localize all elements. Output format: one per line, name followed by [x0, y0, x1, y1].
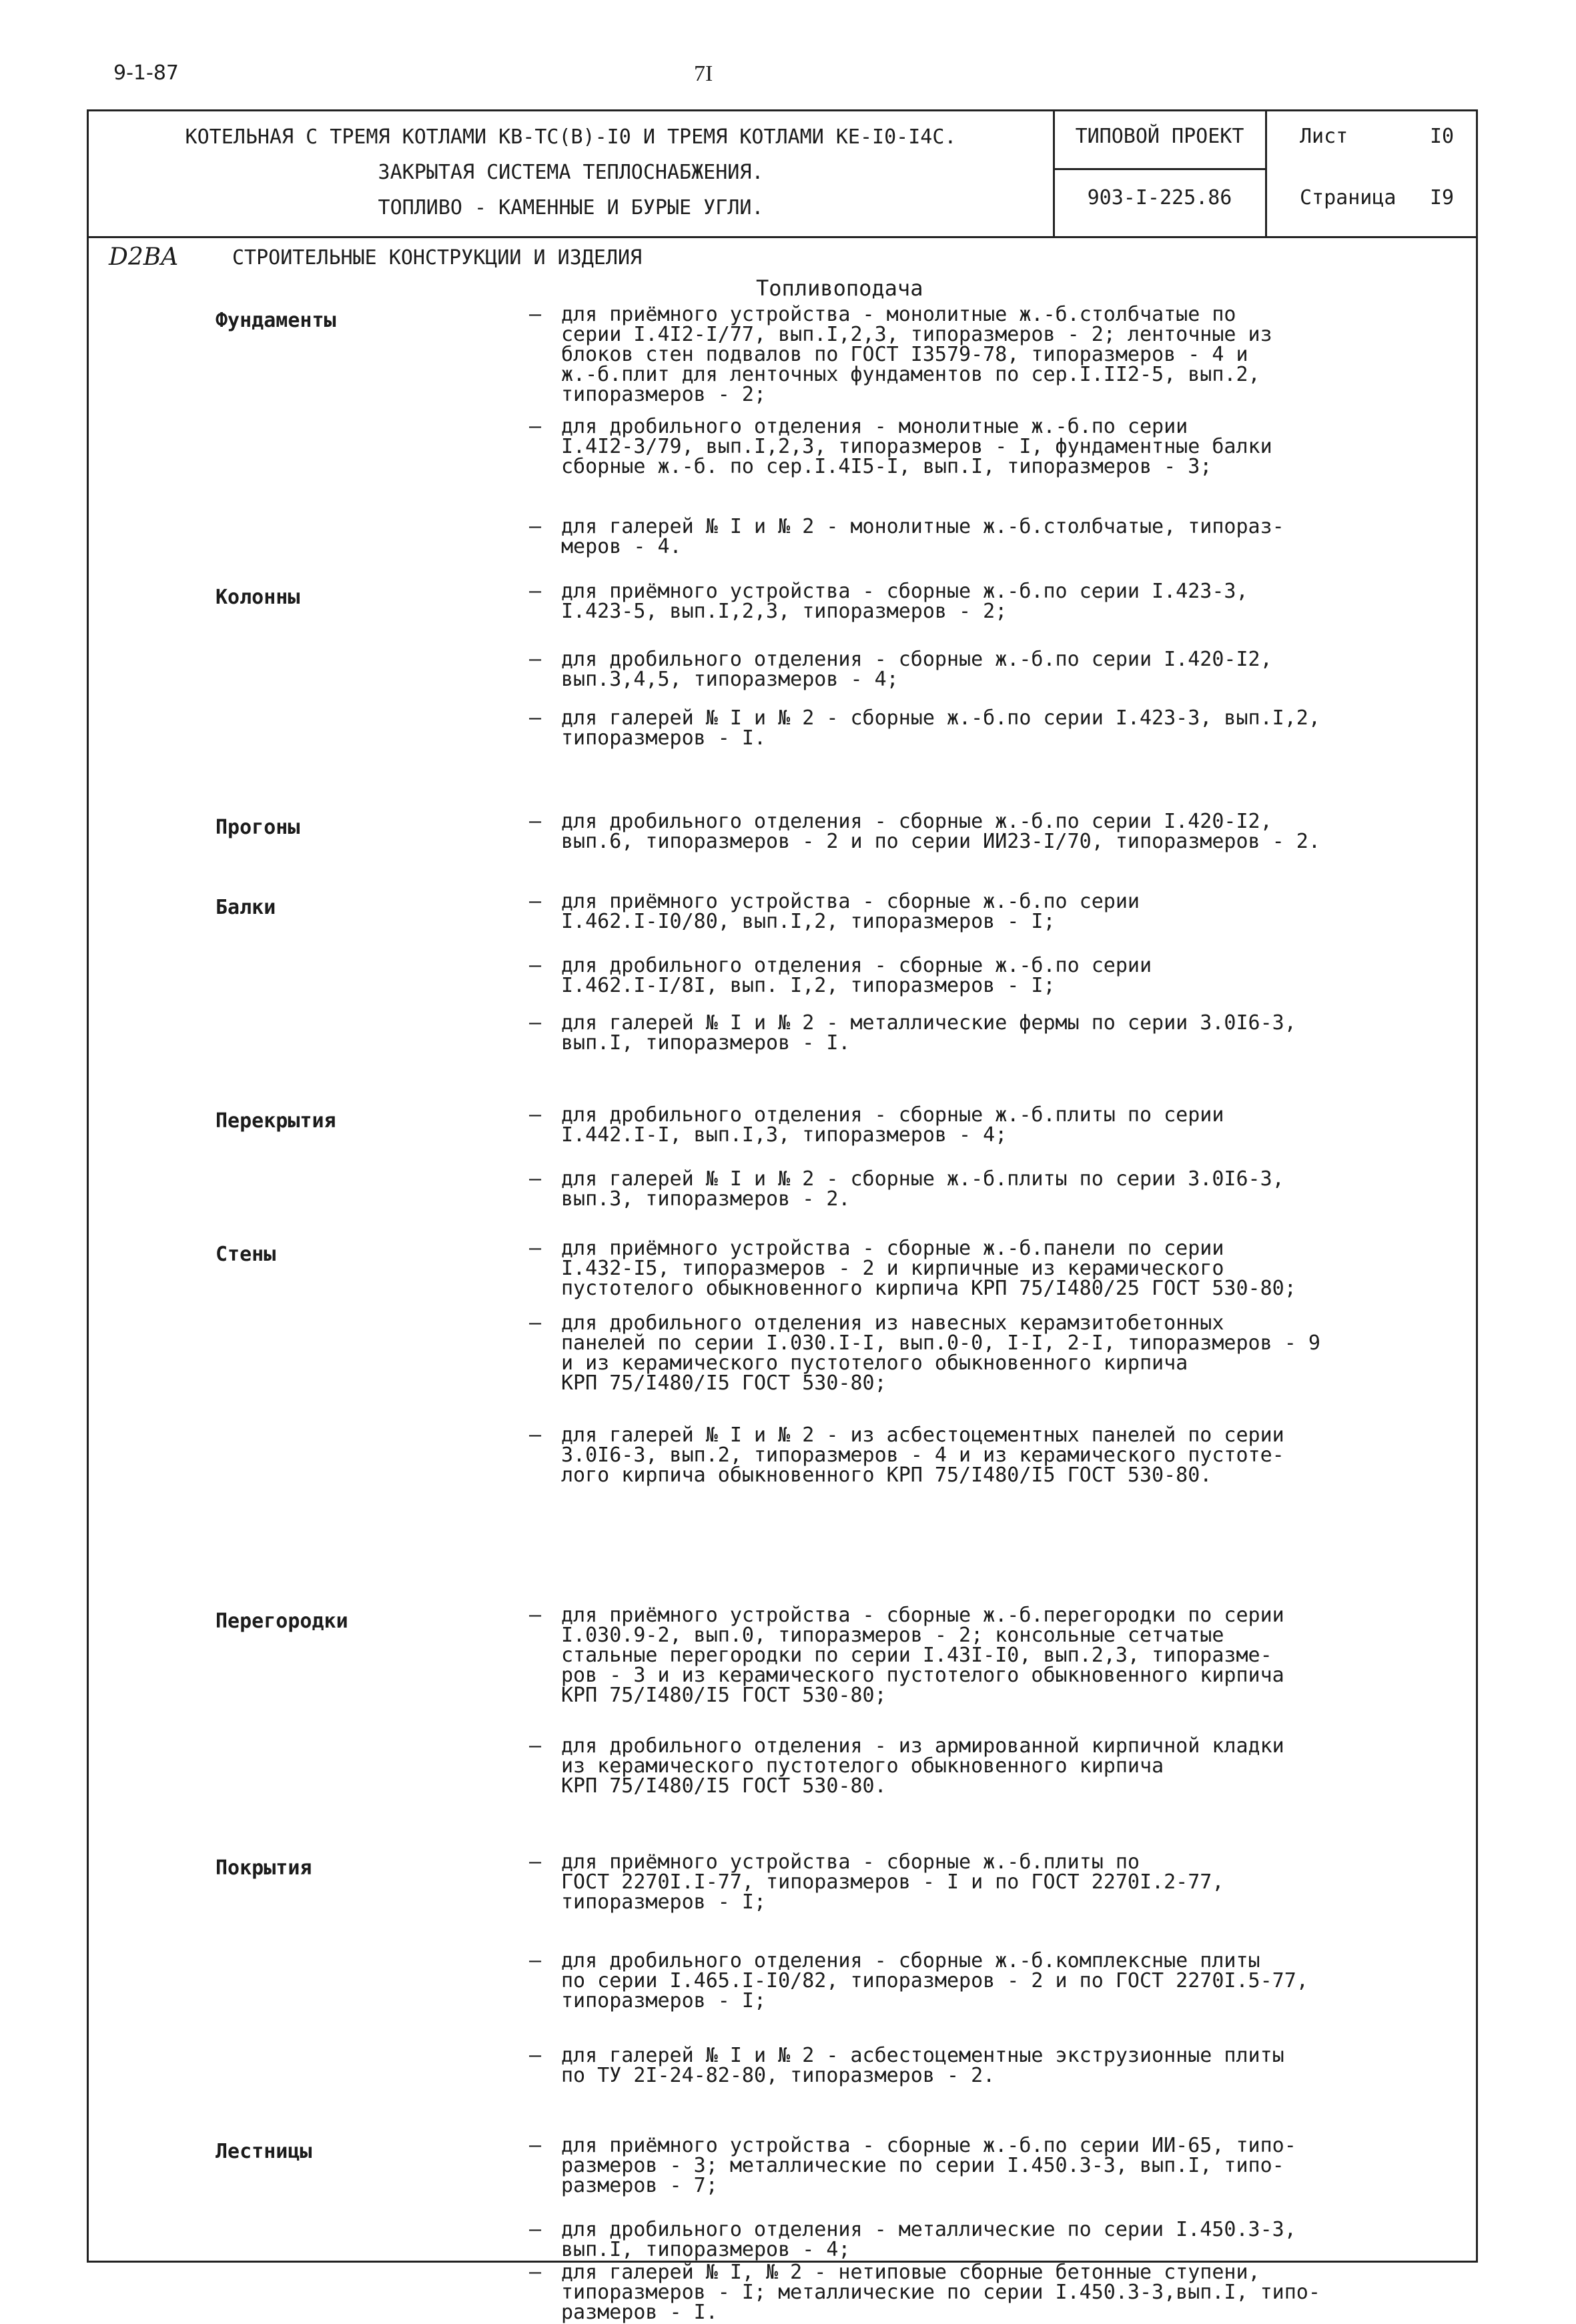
- title-block: [89, 111, 1476, 238]
- page-value: I9: [1430, 186, 1455, 209]
- spec-item: [529, 956, 1463, 996]
- item-text: для галерей № I и № 2 - сборные ж.-б.по серии I.423-3, вып.I,2, типоразмеров - I.: [561, 706, 1320, 750]
- bullet-dash: –: [529, 2134, 542, 2157]
- category-label: Стены: [216, 1243, 276, 1266]
- item-text: для дробильного отделения - сборные ж.-б.комплексные плиты по серии I.465.I-I0/82, типоразмеров - 2 и по ГОСТ 2270I.5-77, типоразмеров - I;: [561, 1949, 1308, 2012]
- item-text: для галерей № I и № 2 - сборные ж.-б.плиты по серии 3.0I6-3, вып.3, типоразмеров - 2.: [561, 1167, 1284, 1211]
- bullet-dash: –: [529, 648, 542, 671]
- spec-item: [529, 650, 1463, 690]
- subsection-title: Топливоподача: [756, 275, 923, 301]
- page-label: Страница: [1300, 186, 1397, 209]
- item-text: для приёмного устройства - сборные ж.-б.по серии I.462.I-I0/80, вып.I,2, типоразмеров - I;: [561, 890, 1140, 933]
- spec-item: [529, 1105, 1463, 1145]
- spec-item: [529, 1239, 1463, 1299]
- category-label: Прогоны: [216, 816, 300, 839]
- category-label: Балки: [216, 896, 276, 919]
- spec-item: [529, 1852, 1463, 1912]
- section-code: D2BA: [109, 243, 179, 271]
- item-text: для приёмного устройства - сборные ж.-б.панели по серии I.432-I5, типоразмеров - 2 и кирпичные из керамического пустотелого обыкновенного кирпича КРП 75/I480/25 ГОСТ 530-80;: [561, 1237, 1296, 1300]
- item-text: для дробильного отделения - из армированной кирпичной кладки из керамического пустотелого обыкновенного кирпича КРП 75/I480/I5 ГОСТ 530-80.: [561, 1734, 1284, 1798]
- spec-item: [529, 1606, 1463, 1706]
- bullet-dash: –: [529, 2261, 542, 2284]
- spec-item: [529, 1951, 1463, 2011]
- item-text: для дробильного отделения - монолитные ж.-б.по серии I.4I2-3/79, вып.I,2,3, типоразмеров - I, фундаментные балки сборные ж.-б. по сер.I.4I5-I, вып.I, типоразмеров - 3;: [561, 415, 1272, 478]
- item-text: для дробильного отделения - сборные ж.-б.плиты по серии I.442.I-I, вып.I,3, типоразмеров - 4;: [561, 1103, 1224, 1147]
- category-label: Перегородки: [216, 1610, 348, 1633]
- spec-item: [529, 1736, 1463, 1796]
- document-frame: [87, 109, 1478, 2324]
- bullet-dash: –: [529, 1167, 542, 1191]
- project-label: ТИПОВОЙ ПРОЕКТ: [1075, 125, 1244, 148]
- item-text: для галерей № I, № 2 - нетиповые сборные бетонные ступени, типоразмеров - I; металлические по серии I.450.3-3,вып.I, типо- размеров - I.: [561, 2261, 1320, 2324]
- spec-item: [529, 1013, 1463, 1053]
- category-label: Фундаменты: [216, 309, 336, 332]
- item-text: для галерей № I и № 2 - асбестоцементные экструзионные плиты по ТУ 2I-24-82-80, типоразмеров - 2.: [561, 2044, 1284, 2087]
- spec-item: [529, 2220, 1463, 2260]
- divider: [1053, 168, 1267, 170]
- item-text: для дробильного отделения - сборные ж.-б.по серии I.420-I2, вып.3,4,5, типоразмеров - 4;: [561, 648, 1272, 691]
- item-text: для дробильного отделения - металлические по серии I.450.3-3, вып.I, типоразмеров - 4;: [561, 2218, 1296, 2261]
- item-text: для дробильного отделения - сборные ж.-б.по серии I.462.I-I/8I, вып. I,2, типоразмеров - I;: [561, 954, 1152, 997]
- item-text: для галерей № I и № 2 - монолитные ж.-б.столбчатые, типораз- меров - 4.: [561, 515, 1284, 558]
- item-text: для приёмного устройства - сборные ж.-б.перегородки по серии I.030.9-2, вып.0, типоразмеров - 2; консольные сетчатые стальные перегородки по серии I.43I-I0, вып.2,3, типоразме- ров - 3 и из керамического пустотелого обыкновенного кирпича КРП 75/I480/I5 ГОСТ 530-80;: [561, 1604, 1284, 1707]
- spec-item: [529, 305, 1463, 405]
- bullet-dash: –: [529, 954, 542, 977]
- bullet-dash: –: [529, 1103, 542, 1127]
- item-text: для галерей № I и № 2 - из асбестоцементных панелей по серии 3.0I6-3, вып.2, типоразмеров - 4 и из керамического пустоте- лого кирпича обыкновенного КРП 75/I480/I5 ГОСТ 530-80.: [561, 1423, 1284, 1487]
- item-text: для галерей № I и № 2 - металлические фермы по серии 3.0I6-3, вып.I, типоразмеров - I.: [561, 1011, 1296, 1055]
- bullet-dash: –: [529, 1423, 542, 1447]
- doc-code: 9-1-87: [113, 61, 179, 85]
- bullet-dash: –: [529, 2218, 542, 2241]
- item-text: для приёмного устройства - сборные ж.-б.по серии ИИ-65, типо- размеров - 3; металлические по серии I.450.3-3, вып.I, типо- размеров - 7;: [561, 2134, 1296, 2197]
- spec-item: [529, 517, 1463, 557]
- sheet-label: Лист: [1300, 125, 1348, 148]
- bullet-dash: –: [529, 1011, 542, 1035]
- bullet-dash: –: [529, 515, 542, 538]
- title-line-2: ЗАКРЫТАЯ СИСТЕМА ТЕПЛОСНАБЖЕНИЯ.: [378, 161, 764, 184]
- spec-item: [529, 812, 1463, 852]
- category-label: Лестницы: [216, 2140, 312, 2163]
- bullet-dash: –: [529, 1949, 542, 1972]
- divider: [1265, 111, 1267, 238]
- divider: [1053, 111, 1055, 238]
- title-line-1: КОТЕЛЬНАЯ С ТРЕМЯ КОТЛАМИ КВ-ТС(В)-I0 И ТРЕМЯ КОТЛАМИ КЕ-I0-I4С.: [185, 125, 957, 149]
- bullet-dash: –: [529, 2044, 542, 2067]
- project-title: [89, 119, 1053, 225]
- spec-item: [529, 2263, 1463, 2323]
- item-text: для приёмного устройства - сборные ж.-б.плиты по ГОСТ 2270I.I-77, типоразмеров - I и по ГОСТ 2270I.2-77, типоразмеров - I;: [561, 1850, 1224, 1914]
- spec-item: [529, 892, 1463, 932]
- spec-item: [529, 2136, 1463, 2196]
- item-text: для приёмного устройства - сборные ж.-б.по серии I.423-3, I.423-5, вып.I,2,3, типоразмеров - 2;: [561, 580, 1248, 623]
- spec-item: [529, 1425, 1463, 1486]
- category-label: Колонны: [216, 586, 300, 609]
- bullet-dash: –: [529, 1734, 542, 1758]
- bullet-dash: –: [529, 1604, 542, 1627]
- item-text: для приёмного устройства - монолитные ж.-б.столбчатые по серии I.4I2-I/77, вып.I,2,3, типоразмеров - 2; ленточные из блоков стен подвалов по ГОСТ I3579-78, типоразмеров - 4 и ж.-б.плит для ленточных фундаментов по сер.I.II2-5, вып.2, типоразмеров - 2;: [561, 303, 1272, 406]
- spec-item: [529, 582, 1463, 622]
- sheet-value: I0: [1430, 125, 1455, 148]
- bullet-dash: –: [529, 303, 542, 326]
- spec-item: [529, 417, 1463, 477]
- bullet-dash: –: [529, 1237, 542, 1260]
- bullet-dash: –: [529, 1850, 542, 1874]
- spec-item: [529, 708, 1463, 748]
- item-text: для дробильного отделения из навесных керамзитобетонных панелей по серии I.030.I-I, вып.0-0, I-I, 2-I, типоразмеров - 9 и из керамического пустотелого обыкновенного кирпича КРП 75/I480/I5 ГОСТ 530-80;: [561, 1311, 1320, 1395]
- bullet-dash: –: [529, 415, 542, 438]
- page-number: 7I: [694, 61, 713, 86]
- spec-item: [529, 2046, 1463, 2086]
- spec-item: [529, 1169, 1463, 1209]
- project-number: 903-I-225.86: [1087, 186, 1232, 209]
- section-title: СТРОИТЕЛЬНЫЕ КОНСТРУКЦИИ И ИЗДЕЛИЯ: [232, 246, 643, 269]
- item-text: для дробильного отделения - сборные ж.-б.по серии I.420-I2, вып.6, типоразмеров - 2 и по серии ИИ23-I/70, типоразмеров - 2.: [561, 810, 1320, 853]
- bullet-dash: –: [529, 810, 542, 833]
- category-label: Покрытия: [216, 1856, 312, 1880]
- bullet-dash: –: [529, 890, 542, 913]
- bullet-dash: –: [529, 580, 542, 603]
- category-label: Перекрытия: [216, 1109, 336, 1133]
- spec-item: [529, 1313, 1463, 1393]
- bullet-dash: –: [529, 706, 542, 730]
- bullet-dash: –: [529, 1311, 542, 1335]
- title-line-3: ТОПЛИВО - КАМЕННЫЕ И БУРЫЕ УГЛИ.: [378, 196, 764, 219]
